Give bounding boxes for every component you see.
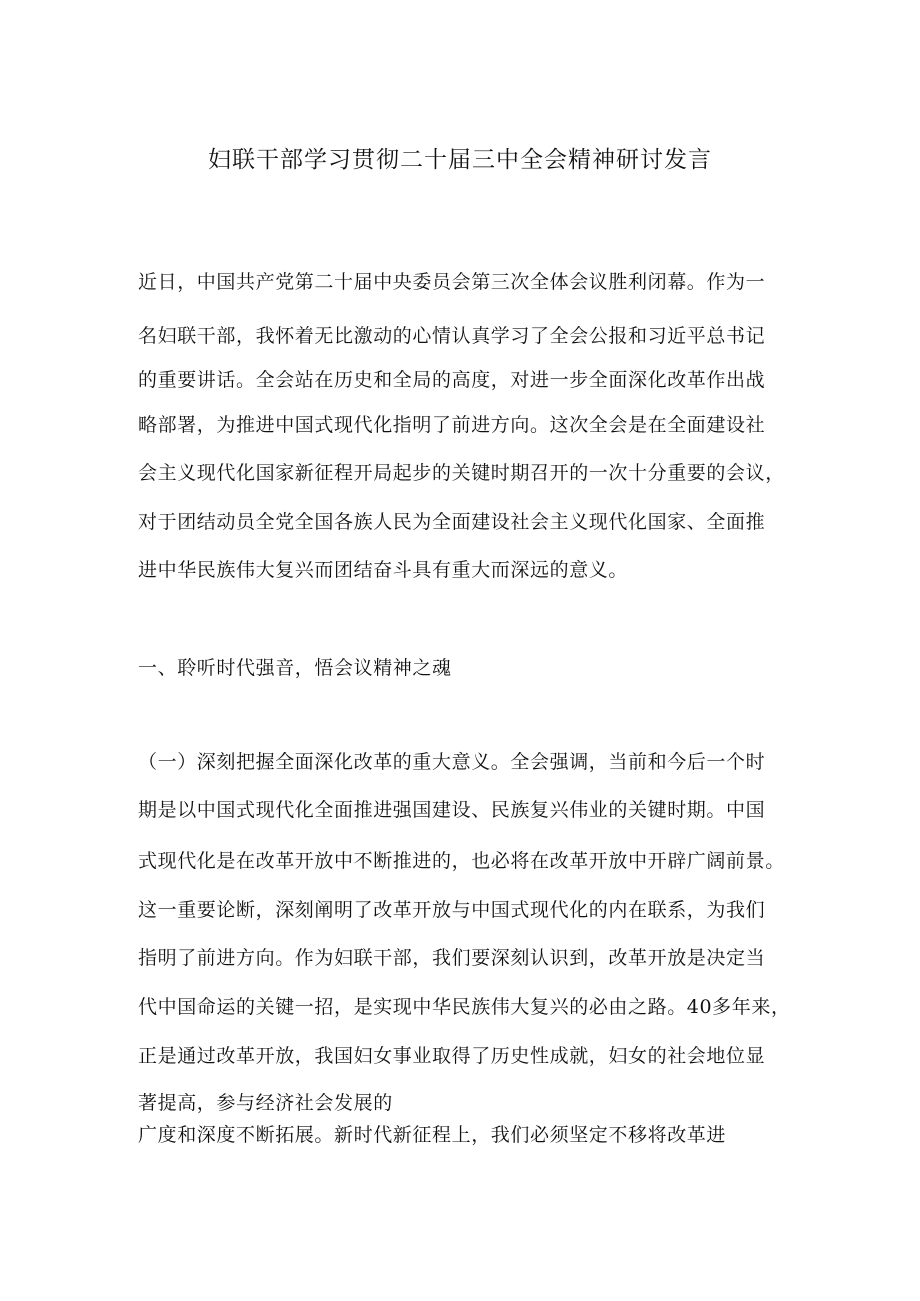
intro-line-4: 略部署，为推进中国式现代化指明了前进方向。这次全会是在全面建设社 [138, 414, 766, 436]
document-title: 妇联干部学习贯彻二十届三中全会精神研讨发言 [208, 147, 712, 173]
body-line-3: 式现代化是在改革开放中不断推进的，也必将在改革开放中开辟广阔前景。 [138, 850, 785, 872]
body-line-9: 广度和深度不断拓展。新时代新征程上，我们必须坚定不移将改革进 [138, 1124, 727, 1146]
intro-line-6: 对于团结动员全党全国各族人民为全面建设社会主义现代化国家、全面推 [138, 511, 766, 533]
body-line-8: 著提高，参与经济社会发展的 [138, 1092, 393, 1114]
intro-line-7: 进中华民族伟大复兴而团结奋斗具有重大而深远的意义。 [138, 559, 629, 581]
intro-line-1: 近日，中国共产党第二十届中央委员会第三次全体会议胜利闭幕。作为一 [138, 271, 766, 293]
body-line-5: 指明了前进方向。作为妇联干部，我们要深刻认识到，改革开放是决定当 [138, 947, 766, 969]
intro-line-5: 会主义现代化国家新征程开局起步的关键时期召开的一次十分重要的会议， [138, 462, 785, 484]
intro-line-2: 名妇联干部，我怀着无比激动的心情认真学习了全会公报和习近平总书记 [138, 325, 766, 347]
body-line-7: 正是通过改革开放，我国妇女事业取得了历史性成就，妇女的社会地位显 [138, 1045, 766, 1067]
body-line-6: 代中国命运的关键一招，是实现中华民族伟大复兴的必由之路。40多年来， [138, 996, 791, 1018]
section-heading: 一、聆听时代强音，悟会议精神之魂 [138, 657, 452, 679]
body-line-4: 这一重要论断，深刻阐明了改革开放与中国式现代化的内在联系，为我们 [138, 899, 766, 921]
body-line-2: 期是以中国式现代化全面推进强国建设、民族复兴伟业的关键时期。中国 [138, 799, 766, 821]
body-line-1: （一）深刻把握全面深化改革的重大意义。全会强调，当前和今后一个时 [138, 751, 766, 773]
intro-line-3: 的重要讲话。全会站在历史和全局的高度，对进一步全面深化改革作出战 [138, 369, 766, 391]
